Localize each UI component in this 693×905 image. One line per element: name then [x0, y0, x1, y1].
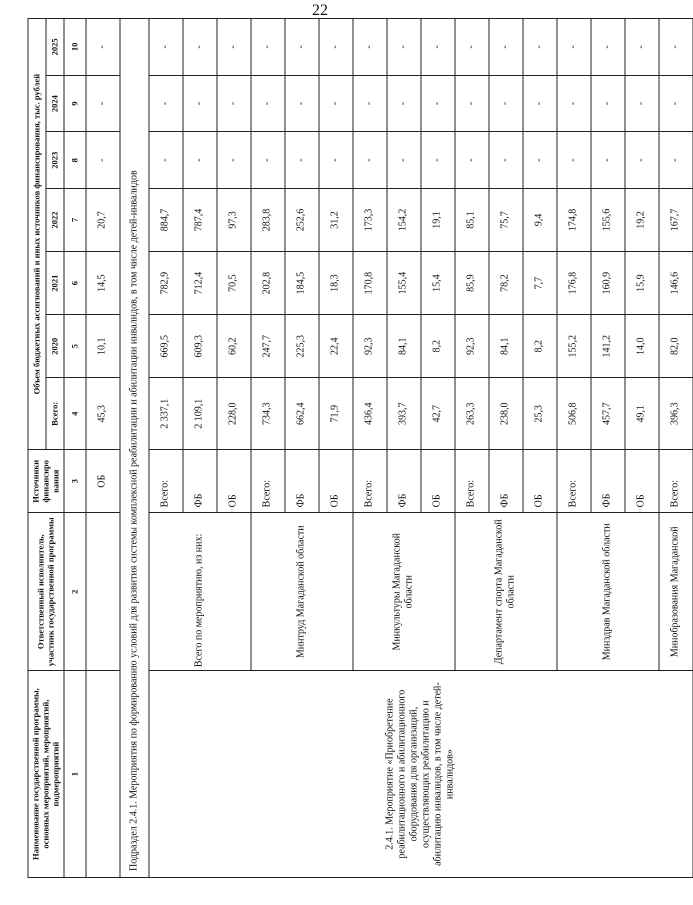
header-volume: Объем бюджетных ассигнований и иных источников финансирования, тыс. рублей: [28, 18, 46, 449]
source-cell: ФБ: [183, 450, 217, 513]
value-cell: 14,0: [625, 315, 659, 378]
value-cell: -: [353, 132, 387, 189]
value-cell: -: [489, 132, 523, 189]
value-cell: -: [319, 18, 353, 75]
value-cell: 155,2: [557, 315, 591, 378]
page-number: 22: [312, 2, 328, 19]
value-cell: 8,2: [523, 315, 557, 378]
value-cell: 85,9: [455, 252, 489, 315]
value-cell: -: [217, 75, 251, 132]
value-cell: 15,9: [625, 252, 659, 315]
value-cell: 457,7: [591, 378, 625, 450]
value-cell: 669,5: [149, 315, 183, 378]
value-cell: 2 109,1: [183, 378, 217, 450]
value-cell: 252,6: [285, 188, 319, 251]
column-number: 2: [64, 513, 86, 671]
value-cell: 78,2: [489, 252, 523, 315]
value-cell: -: [251, 18, 285, 75]
header-name: Наименование государственной программы, основных мероприятий, мероприятий, подмероприятий: [28, 671, 64, 878]
source-cell: Всего:: [149, 450, 183, 513]
value-cell: -: [86, 75, 120, 132]
executor-cell: Минздрав Магаданской области: [557, 513, 659, 671]
value-cell: -: [319, 132, 353, 189]
column-number: 8: [64, 132, 86, 189]
value-cell: 160,9: [591, 252, 625, 315]
value-cell: -: [149, 132, 183, 189]
value-cell: 167,7: [659, 188, 693, 251]
value-cell: -: [183, 75, 217, 132]
value-cell: -: [387, 75, 421, 132]
value-cell: 22,4: [319, 315, 353, 378]
column-number: 1: [64, 671, 86, 878]
value-cell: -: [557, 75, 591, 132]
value-cell: 782,9: [149, 252, 183, 315]
value-cell: -: [421, 18, 455, 75]
year-header: 2022: [46, 188, 64, 251]
source-cell: ОБ: [523, 450, 557, 513]
value-cell: 173,3: [353, 188, 387, 251]
value-cell: 97,3: [217, 188, 251, 251]
source-cell: ОБ: [421, 450, 455, 513]
value-cell: 174,8: [557, 188, 591, 251]
value-cell: 662,4: [285, 378, 319, 450]
value-cell: -: [557, 132, 591, 189]
value-cell: -: [251, 75, 285, 132]
value-cell: -: [659, 75, 693, 132]
value-cell: 228,0: [217, 378, 251, 450]
column-number: 6: [64, 252, 86, 315]
table-row: [149, 18, 183, 877]
executor-cell: Всего по мероприятию, из них:: [149, 513, 251, 671]
source-cell: ФБ: [489, 450, 523, 513]
value-cell: 154,2: [387, 188, 421, 251]
value-cell: -: [591, 18, 625, 75]
value-cell: 84,1: [387, 315, 421, 378]
value-cell: 84,1: [489, 315, 523, 378]
value-cell: -: [455, 18, 489, 75]
value-cell: -: [285, 132, 319, 189]
value-cell: -: [421, 132, 455, 189]
value-cell: 9,4: [523, 188, 557, 251]
value-cell: 70,5: [217, 252, 251, 315]
year-header: 2020: [46, 315, 64, 378]
value-cell: 146,6: [659, 252, 693, 315]
value-cell: 609,3: [183, 315, 217, 378]
value-cell: 25,3: [523, 378, 557, 450]
value-cell: -: [625, 132, 659, 189]
year-header: 2021: [46, 252, 64, 315]
executor-cell: Минобразования Магаданской: [659, 513, 693, 671]
value-cell: 19,1: [421, 188, 455, 251]
value-cell: -: [523, 18, 557, 75]
column-number: 3: [64, 450, 86, 513]
value-cell: -: [523, 75, 557, 132]
value-cell: -: [489, 18, 523, 75]
value-cell: 2 337,1: [149, 378, 183, 450]
value-cell: 247,7: [251, 315, 285, 378]
value-cell: -: [319, 75, 353, 132]
value-cell: 155,4: [387, 252, 421, 315]
value-cell: 202,8: [251, 252, 285, 315]
value-cell: -: [659, 132, 693, 189]
column-number: 9: [64, 75, 86, 132]
value-cell: 283,8: [251, 188, 285, 251]
value-cell: -: [149, 75, 183, 132]
value-cell: 92,3: [455, 315, 489, 378]
value-cell: 45,3: [86, 378, 120, 450]
value-cell: 20,7: [86, 188, 120, 251]
top-row-executor: [86, 513, 120, 671]
source-cell: ОБ: [217, 450, 251, 513]
source-cell: Всего:: [455, 450, 489, 513]
value-cell: 225,3: [285, 315, 319, 378]
value-cell: 85,1: [455, 188, 489, 251]
measure-name: 2.4.1. Мероприятие «Приобретение реабилитационного и абилитационного оборудования для организаций, осуществляющих реабилитацию и абилитацию инвалидов, в том числе детей-инвалидов»: [149, 671, 693, 878]
value-cell: -: [86, 18, 120, 75]
value-cell: 49,1: [625, 378, 659, 450]
value-cell: 712,4: [183, 252, 217, 315]
value-cell: -: [591, 132, 625, 189]
value-cell: -: [149, 18, 183, 75]
value-cell: -: [353, 18, 387, 75]
source-cell: Всего:: [557, 450, 591, 513]
value-cell: 75,7: [489, 188, 523, 251]
value-cell: 60,2: [217, 315, 251, 378]
executor-cell: Минтруд Магаданской области: [251, 513, 353, 671]
value-cell: 71,9: [319, 378, 353, 450]
value-cell: 238,0: [489, 378, 523, 450]
value-cell: -: [183, 18, 217, 75]
source-cell: Всего:: [251, 450, 285, 513]
value-cell: 10,1: [86, 315, 120, 378]
value-cell: 31,2: [319, 188, 353, 251]
value-cell: 176,8: [557, 252, 591, 315]
value-cell: 42,7: [421, 378, 455, 450]
value-cell: 436,4: [353, 378, 387, 450]
column-number: 5: [64, 315, 86, 378]
value-cell: 82,0: [659, 315, 693, 378]
source-cell: ОБ: [86, 450, 120, 513]
value-cell: -: [251, 132, 285, 189]
value-cell: -: [455, 75, 489, 132]
value-cell: 155,6: [591, 188, 625, 251]
value-cell: -: [387, 18, 421, 75]
year-header: Всего:: [46, 378, 64, 450]
value-cell: -: [659, 18, 693, 75]
header-executor: Ответственный исполнитель, участник государственной программы: [28, 513, 64, 671]
value-cell: 263,3: [455, 378, 489, 450]
rotated-table-container: [28, 18, 681, 878]
value-cell: -: [489, 75, 523, 132]
value-cell: -: [455, 132, 489, 189]
value-cell: 19,2: [625, 188, 659, 251]
value-cell: -: [557, 18, 591, 75]
value-cell: 14,5: [86, 252, 120, 315]
value-cell: -: [523, 132, 557, 189]
value-cell: -: [183, 132, 217, 189]
value-cell: -: [421, 75, 455, 132]
column-number: 10: [64, 18, 86, 75]
subsection-title: Подраздел 2.4.1. Мероприятия по формированию условий для развития системы комплексной реабилитации и абилитации инвалидов, в том числе детей-инвалидов: [120, 18, 149, 877]
budget-table: [28, 18, 693, 878]
value-cell: 92,3: [353, 315, 387, 378]
source-cell: Всего:: [659, 450, 693, 513]
executor-cell: Департамент спорта Магаданской области: [455, 513, 557, 671]
value-cell: 8,2: [421, 315, 455, 378]
value-cell: -: [217, 18, 251, 75]
source-cell: ФБ: [591, 450, 625, 513]
value-cell: 787,4: [183, 188, 217, 251]
top-row-name: [86, 671, 120, 878]
value-cell: 506,8: [557, 378, 591, 450]
source-cell: ОБ: [625, 450, 659, 513]
value-cell: -: [625, 18, 659, 75]
source-cell: ФБ: [285, 450, 319, 513]
value-cell: -: [387, 132, 421, 189]
value-cell: 141,2: [591, 315, 625, 378]
value-cell: -: [285, 18, 319, 75]
value-cell: 15,4: [421, 252, 455, 315]
year-header: 2024: [46, 75, 64, 132]
header-source: Источники финансиро вания: [28, 450, 64, 513]
source-cell: ФБ: [387, 450, 421, 513]
value-cell: -: [625, 75, 659, 132]
value-cell: 734,3: [251, 378, 285, 450]
value-cell: -: [217, 132, 251, 189]
source-cell: ОБ: [319, 450, 353, 513]
value-cell: -: [353, 75, 387, 132]
executor-cell: Минкультуры Магаданской области: [353, 513, 455, 671]
value-cell: 393,7: [387, 378, 421, 450]
value-cell: -: [86, 132, 120, 189]
value-cell: 18,3: [319, 252, 353, 315]
source-cell: Всего:: [353, 450, 387, 513]
value-cell: -: [591, 75, 625, 132]
value-cell: -: [285, 75, 319, 132]
value-cell: 170,8: [353, 252, 387, 315]
value-cell: 396,3: [659, 378, 693, 450]
year-header: 2023: [46, 132, 64, 189]
year-header: 2025: [46, 18, 64, 75]
value-cell: 184,5: [285, 252, 319, 315]
column-number: 4: [64, 378, 86, 450]
value-cell: 7,7: [523, 252, 557, 315]
column-number: 7: [64, 188, 86, 251]
value-cell: 884,7: [149, 188, 183, 251]
